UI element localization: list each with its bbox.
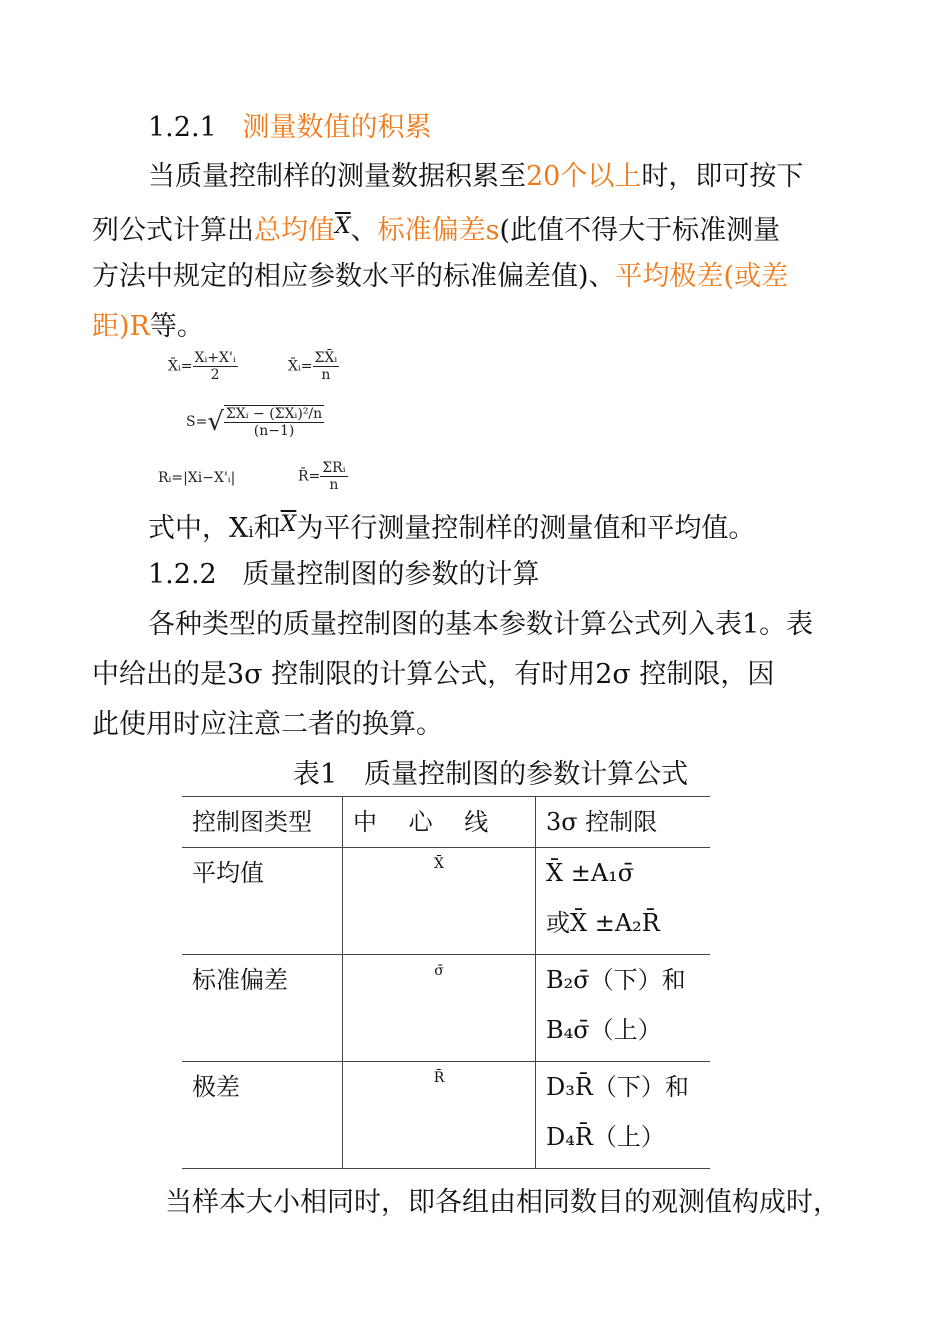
highlight-text: 距)R xyxy=(92,311,150,342)
type-cell: 标准偏差 xyxy=(182,955,343,1062)
denominator: 2 xyxy=(210,367,220,383)
formula-rbar xyxy=(298,460,348,493)
limit-line: 或X̄ ±A₂R̄ xyxy=(546,909,660,937)
table-caption: 表1 质量控制图的参数计算公式 xyxy=(293,759,689,790)
xbar-symbol: X xyxy=(335,214,351,239)
formula-xi-total xyxy=(288,350,339,383)
text: 当质量控制样的测量数据积累至 xyxy=(148,161,526,192)
center-cell: R̄ xyxy=(343,1062,536,1169)
para1-line1 xyxy=(148,152,803,202)
type-cell: 平均值 xyxy=(182,848,343,955)
xbar-symbol: X xyxy=(280,512,297,537)
text: 列公式计算出 xyxy=(92,215,254,246)
formula-lhs: X̄ᵢ= xyxy=(168,358,193,375)
para2 xyxy=(148,500,755,554)
center-cell: σ̄ xyxy=(343,955,536,1062)
formula-xi-mean xyxy=(168,350,238,383)
limit-line: D₄R̄（上） xyxy=(546,1123,665,1151)
denominator: (n−1) xyxy=(253,423,295,439)
heading-number: 1.2.1 xyxy=(148,112,217,143)
limit-cell xyxy=(536,848,711,955)
denominator: n xyxy=(321,367,331,383)
highlight-text: 20个以上 xyxy=(526,161,642,192)
text: 为平行测量控制样的测量值和平均值。 xyxy=(296,513,756,544)
sqrt-icon: √ xyxy=(207,407,224,437)
formula-lhs: S= xyxy=(186,414,208,430)
heading-1-2-1 xyxy=(148,103,431,153)
formula-text: Rᵢ=|Xi−X'ᵢ| xyxy=(158,470,236,486)
center-cell: X̄ xyxy=(343,848,536,955)
heading-title: 质量控制图的参数的计算 xyxy=(242,559,540,590)
limit-cell xyxy=(536,1062,711,1169)
limit-cell xyxy=(536,955,711,1062)
header-cell: 3σ 控制限 xyxy=(536,797,711,848)
table-header-row xyxy=(182,797,710,848)
fraction xyxy=(193,350,238,383)
fraction xyxy=(320,460,347,493)
table-row xyxy=(182,955,710,1062)
formula-lhs: R̄= xyxy=(298,468,321,485)
highlight-text: 标准偏差s xyxy=(377,215,500,246)
para1-line4 xyxy=(92,302,204,352)
text: 式中，Xᵢ和 xyxy=(148,513,281,544)
para3-line1: 各种类型的质量控制图的基本参数计算公式列入表1。表 xyxy=(148,609,814,640)
fraction xyxy=(313,350,340,383)
header-cell: 控制图类型 xyxy=(182,797,343,848)
heading-1-2-2 xyxy=(148,550,539,600)
text: 等。 xyxy=(149,311,204,342)
para1-line2 xyxy=(92,202,780,256)
denominator: n xyxy=(329,477,339,493)
para1-line3 xyxy=(92,252,788,302)
limit-line: X̄ ±A₁σ̄ xyxy=(546,859,635,887)
para4: 当样本大小相同时，即各组由相同数目的观测值构成时， xyxy=(165,1187,840,1218)
limit-line: D₃R̄（下）和 xyxy=(546,1073,689,1101)
highlight-text: 总均值 xyxy=(254,215,335,246)
table-row xyxy=(182,1062,710,1169)
fraction xyxy=(224,405,324,439)
numerator: Xᵢ+X'ᵢ xyxy=(194,350,236,366)
numerator: ΣX̄ᵢ − (ΣX̄ᵢ)²/n xyxy=(225,406,323,422)
limit-line: B₂σ̄（下）和 xyxy=(546,966,686,994)
table-row xyxy=(182,848,710,955)
type-cell: 极差 xyxy=(182,1062,343,1169)
heading-number: 1.2.2 xyxy=(148,559,217,590)
numerator: ΣX̄ᵢ xyxy=(314,350,338,366)
para3-line2: 中给出的是3σ 控制限的计算公式，有时用2σ 控制限，因 xyxy=(92,659,775,690)
numerator: ΣRᵢ xyxy=(322,460,346,476)
formula-ri xyxy=(158,470,235,486)
heading-title: 测量数值的积累 xyxy=(242,112,432,143)
formula-lhs: X̄ᵢ= xyxy=(288,358,313,375)
para3-line3: 此使用时应注意二者的换算。 xyxy=(92,709,443,740)
limit-line: B₄σ̄（上） xyxy=(546,1016,662,1044)
formula-s xyxy=(186,405,324,439)
text: 时，即可按下 xyxy=(641,161,804,192)
parameter-table xyxy=(182,796,710,1169)
header-cell: 中 心 线 xyxy=(343,797,536,848)
text: 方法中规定的相应参数水平的标准偏差值)、 xyxy=(92,261,616,292)
highlight-text: 平均极差(或差 xyxy=(615,261,789,292)
text: (此值不得大于标准测量 xyxy=(499,215,781,246)
text: 、 xyxy=(350,215,378,246)
